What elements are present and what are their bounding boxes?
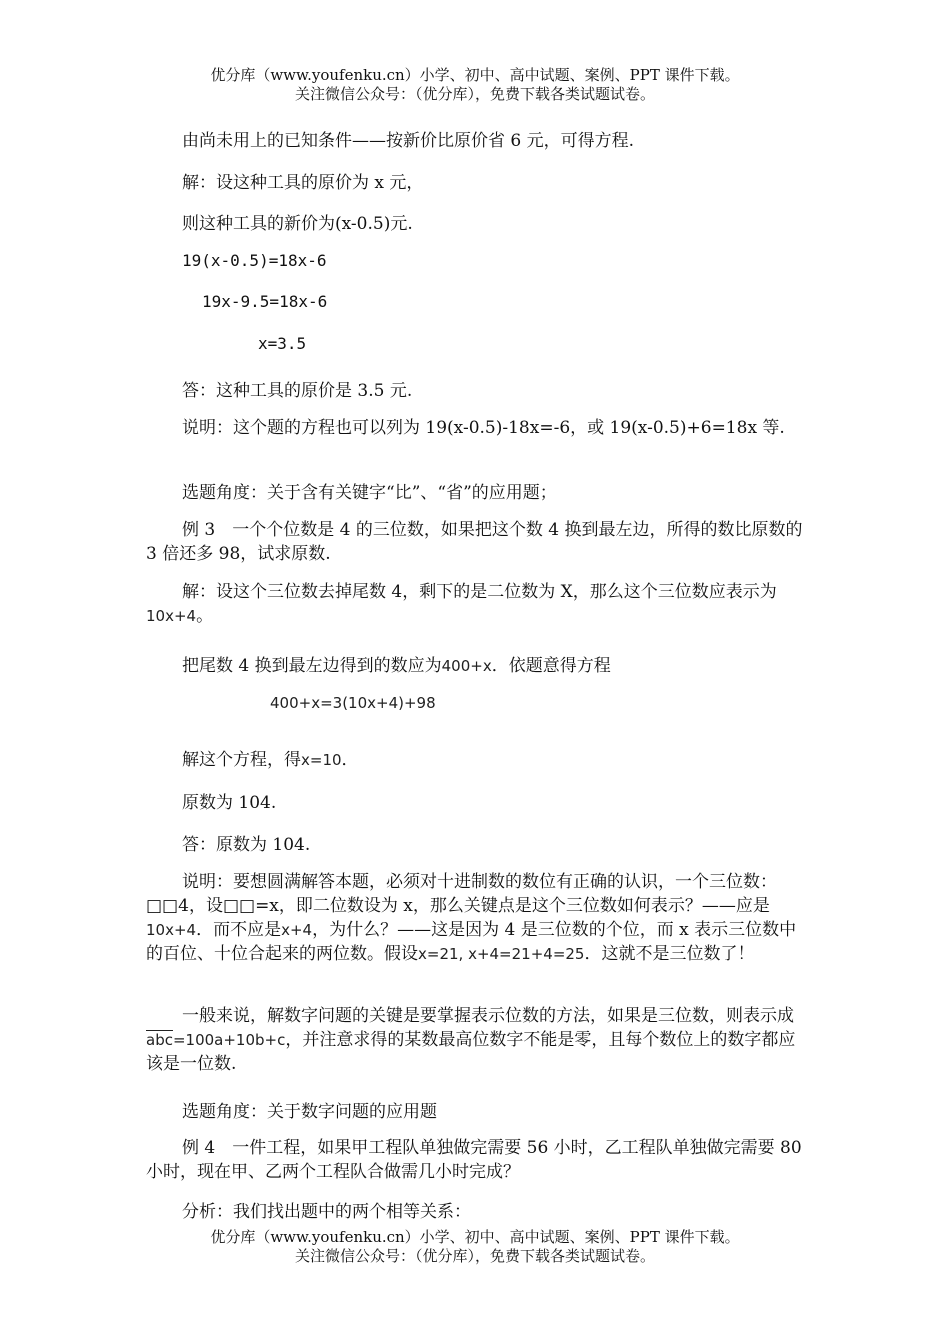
paragraph-4: 答：这种工具的原价是 3.5 元.: [182, 381, 413, 401]
paragraph-11: 原数为 104.: [182, 793, 277, 813]
paragraph-8-text-b: 。: [196, 606, 214, 626]
paragraph-9-text-a: 把尾数 4 换到最左边得到的数应为: [182, 656, 442, 676]
paragraph-9: [182, 651, 611, 676]
paragraph-10: [182, 745, 359, 770]
paragraph-5-text: 说明：这个题的方程也可以列为 19(x-0.5)-18x=-6，或 19(x-0.5)+6=18x 等.: [182, 418, 785, 438]
paragraph-14-text-a: 一般来说，解数字问题的关键是要掌握表示位数的方法，如果是三位数，则表示成: [182, 1006, 794, 1026]
paragraph-7: [146, 518, 806, 566]
paragraph-13-text-a: 说明：要想圆满解答本题，必须对十进制数的数位有正确的认识，一个三位数：□□4，设□□=x，即二位数设为 x，那么关键点是这个三位数如何表示？——应是: [146, 872, 777, 916]
equation-2: 19x-9.5=18x-6: [202, 292, 328, 311]
paragraph-10-text-a: 解这个方程，得: [182, 750, 301, 770]
paragraph-5: [146, 416, 806, 440]
paragraph-15: 选题角度：关于数字问题的应用题: [182, 1102, 437, 1122]
math-expr-400-plus-x: 400+x: [441, 657, 492, 675]
paragraph-14: [146, 1004, 806, 1076]
equation-3: x=3.5: [258, 334, 307, 353]
paragraph-14-text-b: ，并注意求得的某数最高位数字不能是零，且每个数位上的数字都应该是一位数.: [146, 1030, 796, 1074]
paragraph-10-text-b: ．: [341, 750, 359, 770]
paragraph-13-text-b: ．而不应是: [196, 920, 282, 940]
paragraph-16: [146, 1136, 806, 1184]
paragraph-13-text-d: ．这就不是三位数了！: [584, 944, 755, 964]
math-expr-10x-plus-4: 10x+4: [146, 607, 197, 625]
page-header: [0, 66, 950, 104]
equation-main: 400+x=3(10x+4)+98: [270, 694, 436, 712]
math-expr-100a-10b-c: =100a+10b+c: [172, 1031, 286, 1049]
paragraph-12: 答：原数为 104.: [182, 835, 311, 855]
paragraph-2: 解：设这种工具的原价为 x 元，: [182, 173, 424, 193]
paragraph-8: [146, 580, 806, 628]
paragraph-8-text-a: 解：设这个三位数去掉尾数 4，剩下的是二位数为 X，那么这个三位数应表示为: [182, 582, 777, 602]
paragraph-17: 分析：我们找出题中的两个相等关系：: [182, 1202, 471, 1222]
paragraph-9-text-b: ．依题意得方程: [491, 656, 611, 676]
math-expr-abc: $\overline{abc}$: [146, 1031, 173, 1049]
math-expr-10x-plus-4-b: 10x+4: [146, 921, 197, 939]
math-expr-x-eq-21: x=21, x+4=21+4=25: [418, 945, 585, 963]
math-expr-x-eq-10: x=10: [301, 751, 342, 769]
paragraph-6: 选题角度：关于含有关键字“比”、“省”的应用题；: [182, 483, 557, 503]
paragraph-13-text-c: ，为什么？——这是因为 4 是三位数的个位，而 x 表示三位数中的百位、十位合起来的两位数。假设: [146, 920, 797, 964]
paragraph-3: 则这种工具的新价为(x-0.5)元.: [182, 214, 413, 234]
footer-line-1: 优分库（www.youfenku.cn）小学、初中、高中试题、案例、PPT 课件下载。: [210, 1228, 740, 1246]
header-line-1: 优分库（www.youfenku.cn）小学、初中、高中试题、案例、PPT 课件下载。: [210, 66, 740, 84]
math-expr-x-plus-4: x+4: [281, 921, 313, 939]
equation-1: 19(x-0.5)=18x-6: [182, 251, 327, 270]
header-line-2: 关注微信公众号：（优分库），免费下载各类试题试卷。: [294, 85, 655, 103]
footer-line-2: 关注微信公众号：（优分库），免费下载各类试题试卷。: [294, 1247, 655, 1265]
page-footer: [0, 1228, 950, 1266]
paragraph-16-text: 例 4 一件工程，如果甲工程队单独做完需要 56 小时，乙工程队单独做完需要 80 小时，现在甲、乙两个工程队合做需几小时完成？: [146, 1138, 802, 1182]
paragraph-7-text: 例 3 一个个位数是 4 的三位数，如果把这个数 4 换到最左边，所得的数比原数的 3 倍还多 98，试求原数.: [146, 520, 803, 564]
paragraph-1: 由尚未用上的已知条件——按新价比原价省 6 元，可得方程.: [182, 131, 635, 151]
paragraph-13: [146, 870, 806, 966]
